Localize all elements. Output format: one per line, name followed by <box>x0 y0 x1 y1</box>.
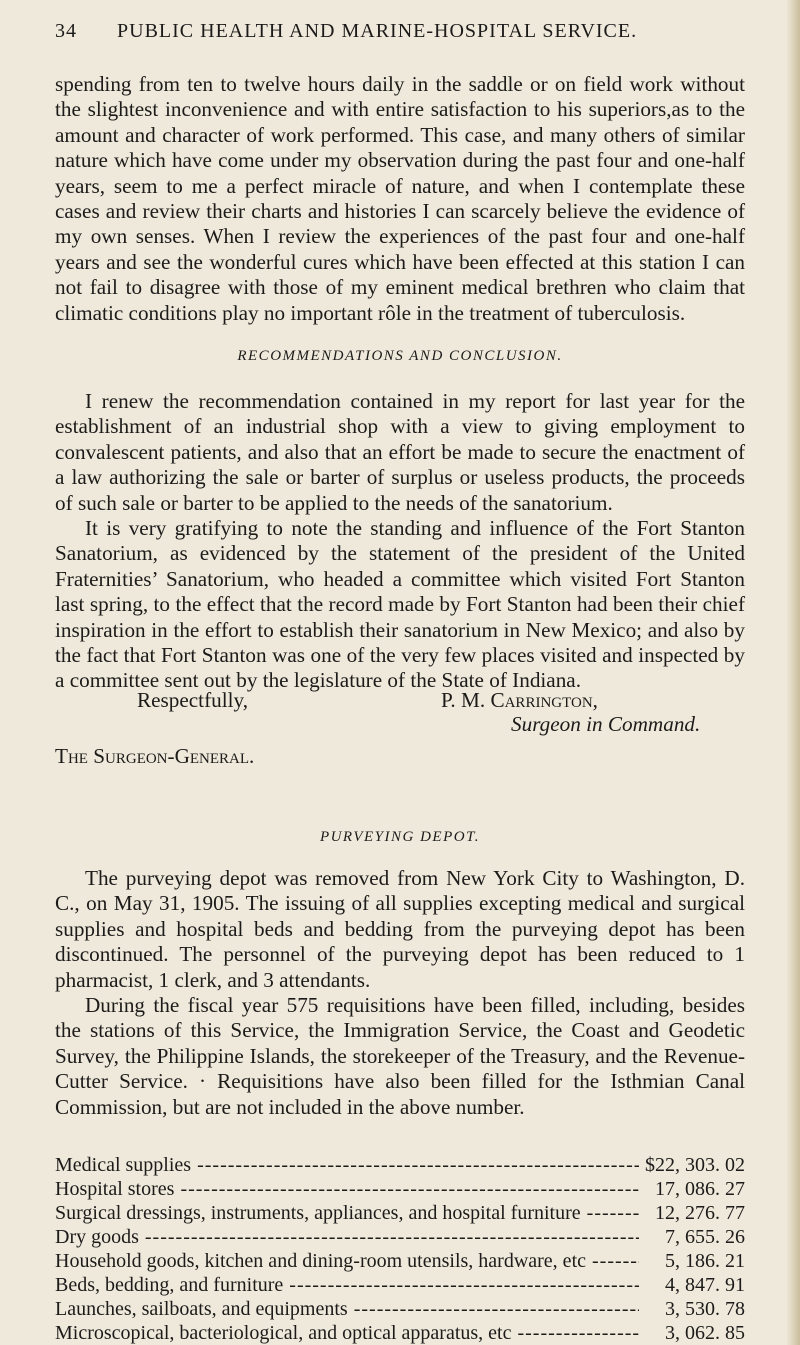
ledger-row <box>55 1153 745 1177</box>
ledger-item: Household goods, kitchen and dining-room utensils, hardware, etc ----- <box>55 1249 639 1273</box>
ledger-row <box>55 1249 745 1273</box>
ledger-item: Launches, sailboats, and equipments ----- <box>55 1297 639 1321</box>
signer-initials: P. M. <box>441 688 486 712</box>
recommendations-paragraph: I renew the recommendation contained in my report for last year for the establishment of an industrial shop with a view to giving employment to convalescent patients, and also that an effort be made to secure the enactment of a law authorizing the sale or barter of surplus or useless products, the proceeds of such sale or barter to be applied to the needs of the sanatorium. <box>55 389 745 515</box>
ledger-amount: 5, 186. 21 <box>665 1250 745 1272</box>
ledger-amount: $22, 303. 02 <box>645 1154 745 1176</box>
ledger-amount: 17, 086. 27 <box>655 1178 745 1200</box>
intro-paragraph-block <box>55 72 745 326</box>
depot-paragraph: During the fiscal year 575 requisitions have been filled, including, besides the stations of this Service, the Immigration Service, the Coast and Geodetic Survey, the Philippine Islands, the storekeeper of the Treasury, and the Revenue-Cutter Service. · Requisitions have also been filled for the Isthmian Canal Commission, but are not included in the above number. <box>55 993 745 1119</box>
ledger-amount: 3, 530. 78 <box>665 1298 745 1320</box>
intro-paragraph: spending from ten to twelve hours daily in the saddle or on field work without the slightest inconvenience and with entire satisfaction to his superiors,as to the amount and character of work performed. This case, and many others of similar nature which have come under my observation during the past four and one-half years, seem to me a perfect miracle of nature, and when I contemplate these cases and review their charts and histories I can scarcely believe the evidence of my own senses. When I review the experiences of the past four and one-half years and see the wonderful cures which have been effected at this station I can not fail to disagree with those of my eminent medical brethren who claim that climatic conditions play no important rôle in the treatment of tuberculosis. <box>55 72 745 325</box>
ledger-row <box>55 1225 745 1249</box>
depot-paragraph: The purveying depot was removed from New York City to Washington, D. C., on May 31, 1905. The issuing of all supplies excepting medical and surgical supplies and hospital beds and bedding from the purveying depot has been discontinued. The personnel of the purveying depot has been reduced to 1 pharmacist, 1 clerk, and 3 attendants. <box>55 866 745 992</box>
signer-title: Surgeon in Command. <box>511 712 701 736</box>
ledger-item: Medical supplies ----- <box>55 1153 639 1177</box>
supplies-ledger <box>55 1153 745 1345</box>
closing-salutation: Respectfully, <box>137 688 249 712</box>
recommendations-paragraph: It is very gratifying to note the standing and influence of the Fort Stanton Sanatorium, as evidenced by the statement of the president of the United Fraternities’ Sanatorium, who headed a committee which visited Fort Stanton last spring, to the effect that the record made by Fort Stanton had been their chief inspiration in the effort to establish their sanatorium in New Mexico; and also by the fact that Fort Stanton was one of the very few places visited and inspected by a committee sent out by the legislature of the State of Indiana. <box>55 516 745 693</box>
ledger-row <box>55 1201 745 1225</box>
running-head-title: PUBLIC HEALTH AND MARINE-HOSPITAL SERVICE. <box>117 20 638 42</box>
ledger-item: Hospital stores ----- <box>55 1177 639 1201</box>
page-number: 34 <box>55 20 77 42</box>
ledger-amount: 7, 655. 26 <box>665 1226 745 1248</box>
ledger-amount: 3, 062. 85 <box>665 1322 745 1344</box>
ledger-item: Microscopical, bacteriological, and optical apparatus, etc ----- <box>55 1321 639 1345</box>
addressee: The Surgeon-General. <box>55 744 255 768</box>
running-head <box>55 20 745 43</box>
ledger-amount: 4, 847. 91 <box>665 1274 745 1296</box>
ledger-amount: 12, 276. 77 <box>655 1202 745 1224</box>
page-edge-shadow <box>786 0 800 1345</box>
ledger-item: Dry goods ----- <box>55 1225 639 1249</box>
signature-name <box>441 688 598 713</box>
ledger-item: Beds, bedding, and furniture ----- <box>55 1273 639 1297</box>
recommendations-body <box>55 389 745 694</box>
signer-surname: Carrington, <box>490 688 598 712</box>
section-heading-purveying-depot: PURVEYING DEPOT. <box>319 829 481 845</box>
ledger-item: Surgical dressings, instruments, appliances, and hospital furniture ----- <box>55 1201 639 1225</box>
ledger-row <box>55 1321 745 1345</box>
ledger-row <box>55 1297 745 1321</box>
purveying-depot-body <box>55 866 745 1120</box>
ledger-row <box>55 1177 745 1201</box>
ledger-row <box>55 1273 745 1297</box>
section-heading-recommendations: RECOMMENDATIONS AND CONCLUSION. <box>237 348 563 364</box>
